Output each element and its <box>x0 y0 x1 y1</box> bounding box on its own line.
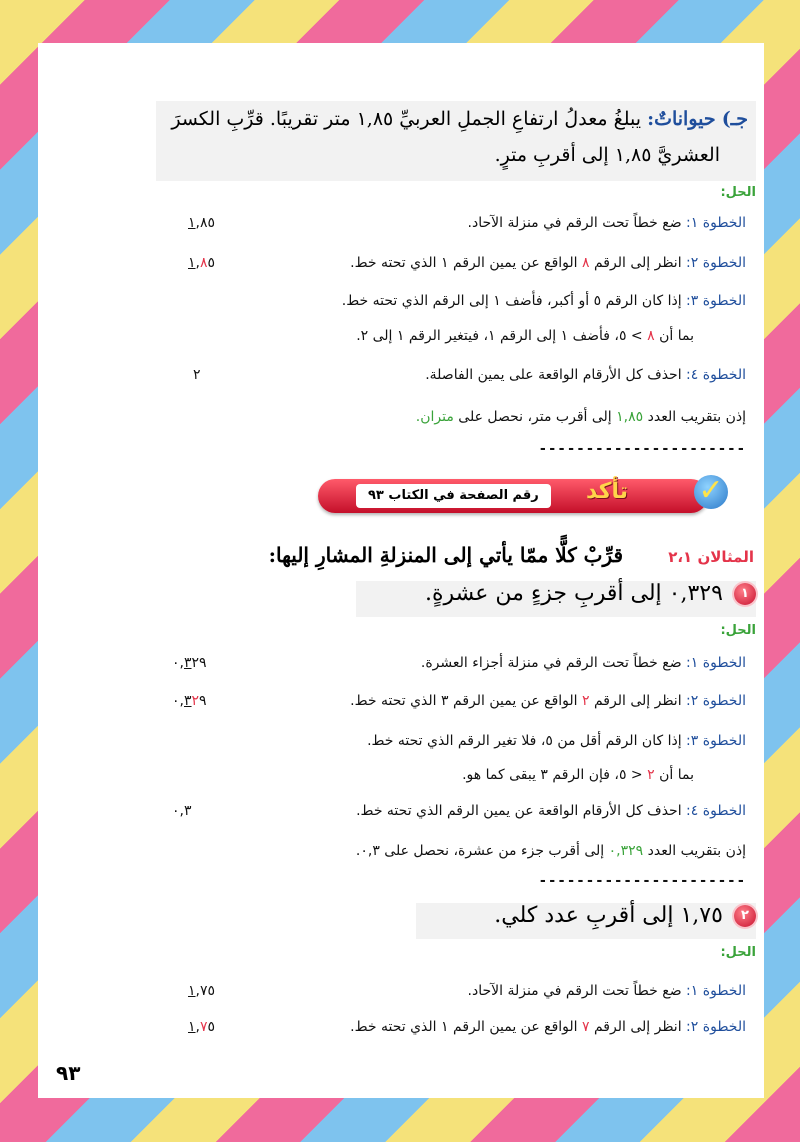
q2-header <box>416 903 756 939</box>
q2-text: ١,٧٥ إلى أقربِ عدد كلي. <box>494 903 723 928</box>
ex1-step2-label: الخطوة ٢: <box>686 255 746 271</box>
ex1-step1-num: ١,٨٥ <box>188 215 216 231</box>
ex1-step3 <box>342 293 746 309</box>
solution-label: الحل: <box>720 185 756 200</box>
q2-number-icon: ٢ <box>734 905 756 927</box>
q1-note-text-b: < ٥، فإن الرقم ٣ يبقى كما هو. <box>462 767 643 783</box>
divider-1: ---------------------- <box>538 441 746 457</box>
q1-step1-num: ٠,٣٢٩ <box>172 655 207 671</box>
ex1-step4 <box>425 367 746 383</box>
divider-2: ---------------------- <box>538 873 746 889</box>
q2-step2-text-b: الواقع عن يمين الرقم ١ الذي تحته خط. <box>350 1019 578 1035</box>
q1-step3-text: إذا كان الرقم أقل من ٥، فلا تغير الرقم الذي تحته خط. <box>367 733 682 749</box>
ex1-step4-label: الخطوة ٤: <box>686 367 746 383</box>
q1-number-icon: ١ <box>734 583 756 605</box>
q1-step3 <box>367 733 746 749</box>
banner-page-ref: رقم الصفحة في الكتاب ٩٣ <box>356 484 551 508</box>
ex1-conclusion <box>416 409 746 425</box>
ex1-step2 <box>350 255 746 271</box>
q1-note-digit: ٢ <box>647 767 655 783</box>
q1-conclusion <box>356 843 746 859</box>
q1-step4-num: ٠,٣ <box>172 803 192 819</box>
q2-step2 <box>350 1019 746 1035</box>
ex1-note-text-b: > ٥، فأضف ١ إلى الرقم ١، فيتغير الرقم ١ إلى ٢. <box>356 328 643 344</box>
q1-conclusion-num: ٠,٣٢٩ <box>608 843 644 859</box>
intro-label: جـ) <box>721 108 748 130</box>
q1-step2-label: الخطوة ٢: <box>686 693 746 709</box>
page <box>38 43 764 1098</box>
intro-line2: العشريَّ ١,٨٥ إلى أقربِ مترٍ. <box>494 144 720 166</box>
q1-conclusion-a: إذن بتقريب العدد <box>647 843 746 859</box>
examples-label: المثالان ٢،١ <box>668 548 754 566</box>
q1-step2-text-b: الواقع عن يمين الرقم ٣ الذي تحته خط. <box>350 693 578 709</box>
q1-step4 <box>356 803 746 819</box>
q1-step2-num: ٠,٣٢٩ <box>172 693 207 709</box>
q1-solution-label: الحل: <box>720 623 756 638</box>
ex1-note-text-a: بما أن <box>659 328 694 344</box>
examples-heading <box>269 543 754 567</box>
q2-step2-digit: ٧ <box>582 1019 590 1035</box>
q2-step1 <box>468 983 746 999</box>
ex1-step4-text: احذف كل الأرقام الواقعة على يمين الفاصلة. <box>425 367 682 383</box>
examples-text: قرِّبْ كلًّا ممّا يأتي إلى المنزلةِ المشارِ إليها: <box>268 543 624 567</box>
ex1-step4-num: ٢ <box>193 367 201 383</box>
intro-title: حيواناتٌ: <box>647 108 716 130</box>
q1-step1-label: الخطوة ١: <box>686 655 746 671</box>
q2-step1-text: ضع خطاً تحت الرقم في منزلة الآحاد. <box>467 983 682 999</box>
ex1-conclusion-c: متران. <box>415 409 454 425</box>
ex1-step3-text: إذا كان الرقم ٥ أو أكبر، فأضف ١ إلى الرقم الذي تحته خط. <box>341 293 682 309</box>
ex1-step2-digit: ٨ <box>582 255 590 271</box>
q1-step1-text: ضع خطاً تحت الرقم في منزلة أجزاء العشرة. <box>420 655 682 671</box>
q1-header <box>356 581 756 617</box>
q2-step2-label: الخطوة ٢: <box>686 1019 746 1035</box>
q2-step2-text-a: انظر إلى الرقم <box>593 1019 682 1035</box>
q1-step2-digit: ٢ <box>582 693 590 709</box>
ex1-step2-text-b: الواقع عن يمين الرقم ١ الذي تحته خط. <box>350 255 578 271</box>
q2-step1-num: ١,٧٥ <box>188 983 216 999</box>
q2-step1-label: الخطوة ١: <box>686 983 746 999</box>
ex1-step1-label: الخطوة ١: <box>686 215 746 231</box>
ex1-conclusion-a: إذن بتقريب العدد <box>647 409 746 425</box>
q1-conclusion-b: إلى أقرب جزء من عشرة، نحصل على ٠,٣. <box>355 843 605 859</box>
ex1-step2-text-a: انظر إلى الرقم <box>593 255 682 271</box>
q1-step2-text-a: انظر إلى الرقم <box>593 693 682 709</box>
ex1-step1 <box>468 215 746 231</box>
q2-step2-num: ١,٧٥ <box>188 1019 216 1035</box>
q1-note-text-a: بما أن <box>659 767 694 783</box>
q1-step1 <box>421 655 746 671</box>
ex1-conclusion-b: إلى أقرب متر، نحصل على <box>458 409 612 425</box>
ex1-step3-label: الخطوة ٣: <box>686 293 746 309</box>
q1-step3-note <box>462 767 694 783</box>
ex1-note-digit: ٨ <box>647 328 655 344</box>
page-number: ٩٣ <box>56 1061 81 1085</box>
ex1-step1-text: ضع خطاً تحت الرقم في منزلة الآحاد. <box>467 215 682 231</box>
ex1-step3-note <box>356 328 694 344</box>
intro-box <box>156 101 756 181</box>
q1-step4-label: الخطوة ٤: <box>686 803 746 819</box>
ex1-conclusion-num: ١,٨٥ <box>616 409 644 425</box>
ex1-step2-num: ١,٨٥ <box>188 255 216 271</box>
intro-line1: يبلغُ معدلُ ارتفاعِ الجملِ العربيِّ ١,٨٥ متر تقريبًا. قرِّبِ الكسرَ <box>171 108 642 130</box>
banner-title: تأكد <box>586 479 629 504</box>
q1-step2 <box>350 693 746 709</box>
q1-step3-label: الخطوة ٣: <box>686 733 746 749</box>
q2-solution-label: الحل: <box>720 945 756 960</box>
q1-text: ٠,٣٢٩ إلى أقربِ جزءٍ من عشرةٍ. <box>425 581 723 606</box>
checkmark-icon: ✓ <box>694 475 728 509</box>
check-banner <box>318 473 748 519</box>
q1-step4-text: احذف كل الأرقام الواقعة عن يمين الرقم الذي تحته خط. <box>356 803 682 819</box>
